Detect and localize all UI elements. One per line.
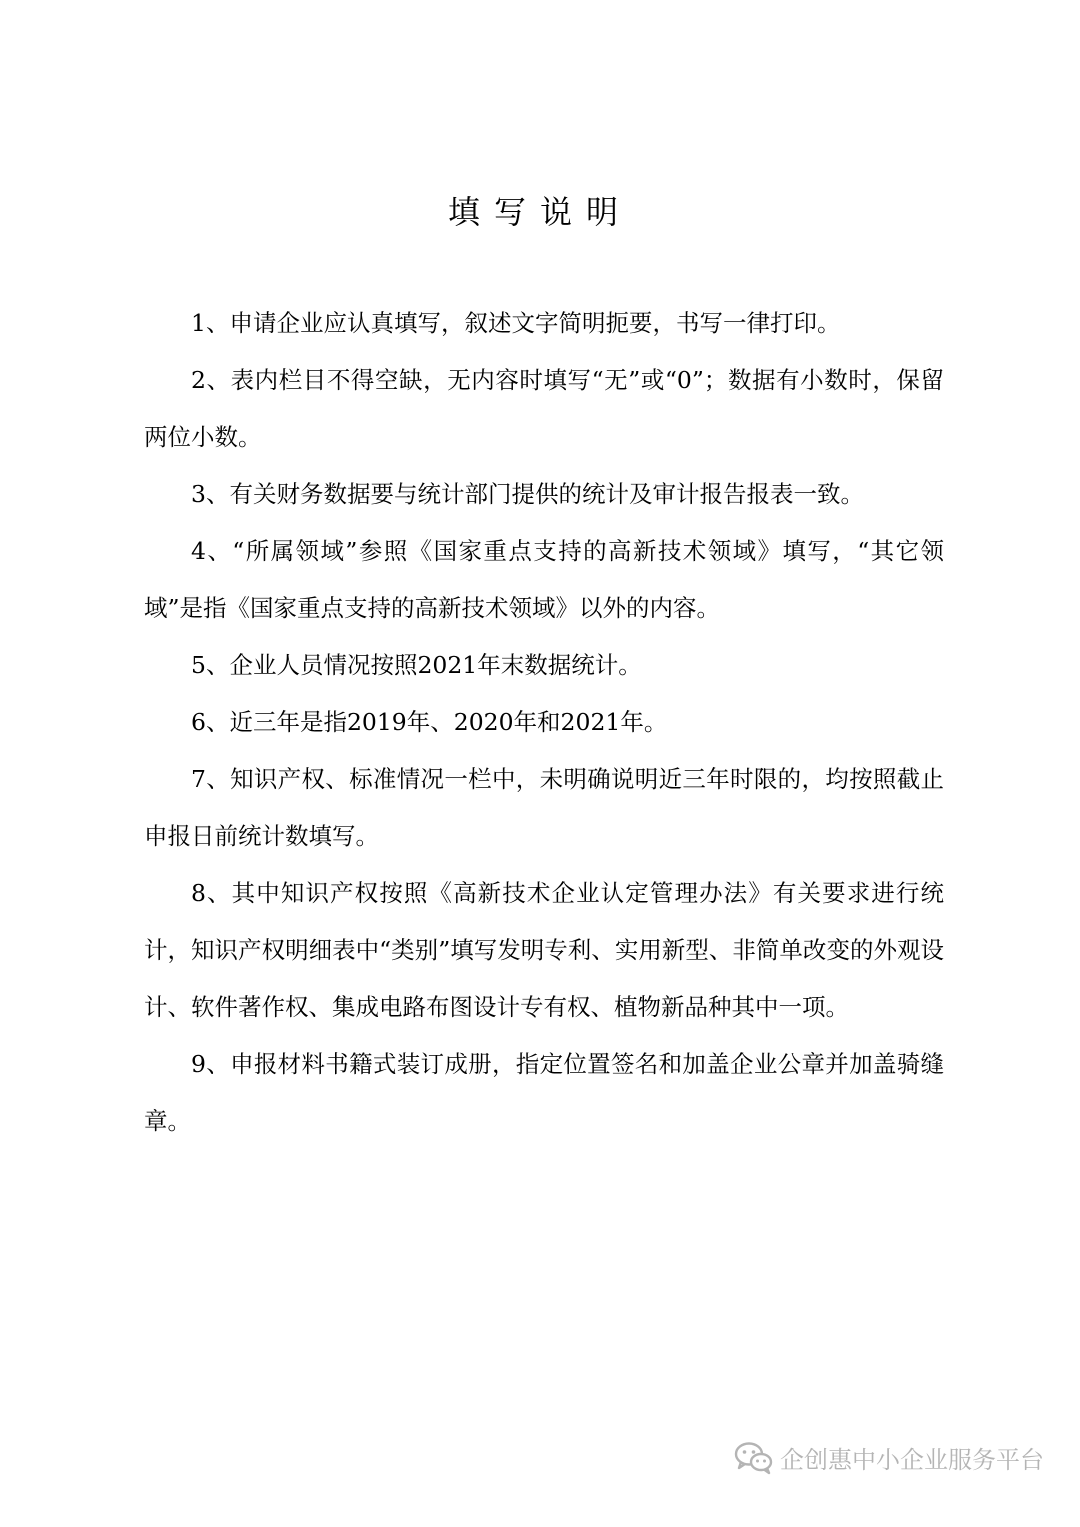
instruction-item-8: 8、其中知识产权按照《高新技术企业认定管理办法》有关要求进行统计，知识产权明细表中“类别”填写发明专利、实用新型、非简单改变的外观设计、软件著作权、集成电路布图设计专有权、植物新品种其中一项。 — [144, 879, 944, 1021]
instruction-item-1: 1、申请企业应认真填写，叙述文字简明扼要，书写一律打印。 — [191, 309, 841, 337]
instruction-item-7: 7、知识产权、标准情况一栏中，未明确说明近三年时限的，均按照截止申报日前统计数填写。 — [144, 765, 944, 850]
instruction-item-6: 6、近三年是指2019年、2020年和2021年。 — [191, 708, 668, 736]
instruction-item-9: 9、申报材料书籍式装订成册，指定位置签名和加盖企业公章并加盖骑缝章。 — [144, 1050, 944, 1135]
instruction-item-3: 3、有关财务数据要与统计部门提供的统计及审计报告报表一致。 — [191, 480, 864, 508]
watermark — [734, 1440, 1044, 1475]
wechat-icon — [734, 1441, 774, 1475]
watermark-text: 企创惠中小企业服务平台 — [780, 1446, 1044, 1474]
instruction-item-5: 5、企业人员情况按照2021年末数据统计。 — [191, 651, 642, 679]
page-title: 填写说明 — [447, 193, 632, 231]
instruction-list — [144, 295, 944, 1150]
instruction-item-2: 2、表内栏目不得空缺，无内容时填写“无”或“0”；数据有小数时，保留两位小数。 — [144, 366, 944, 451]
instruction-item-4: 4、“所属领域”参照《国家重点支持的高新技术领域》填写，“其它领域”是指《国家重点支持的高新技术领域》以外的内容。 — [144, 537, 944, 622]
